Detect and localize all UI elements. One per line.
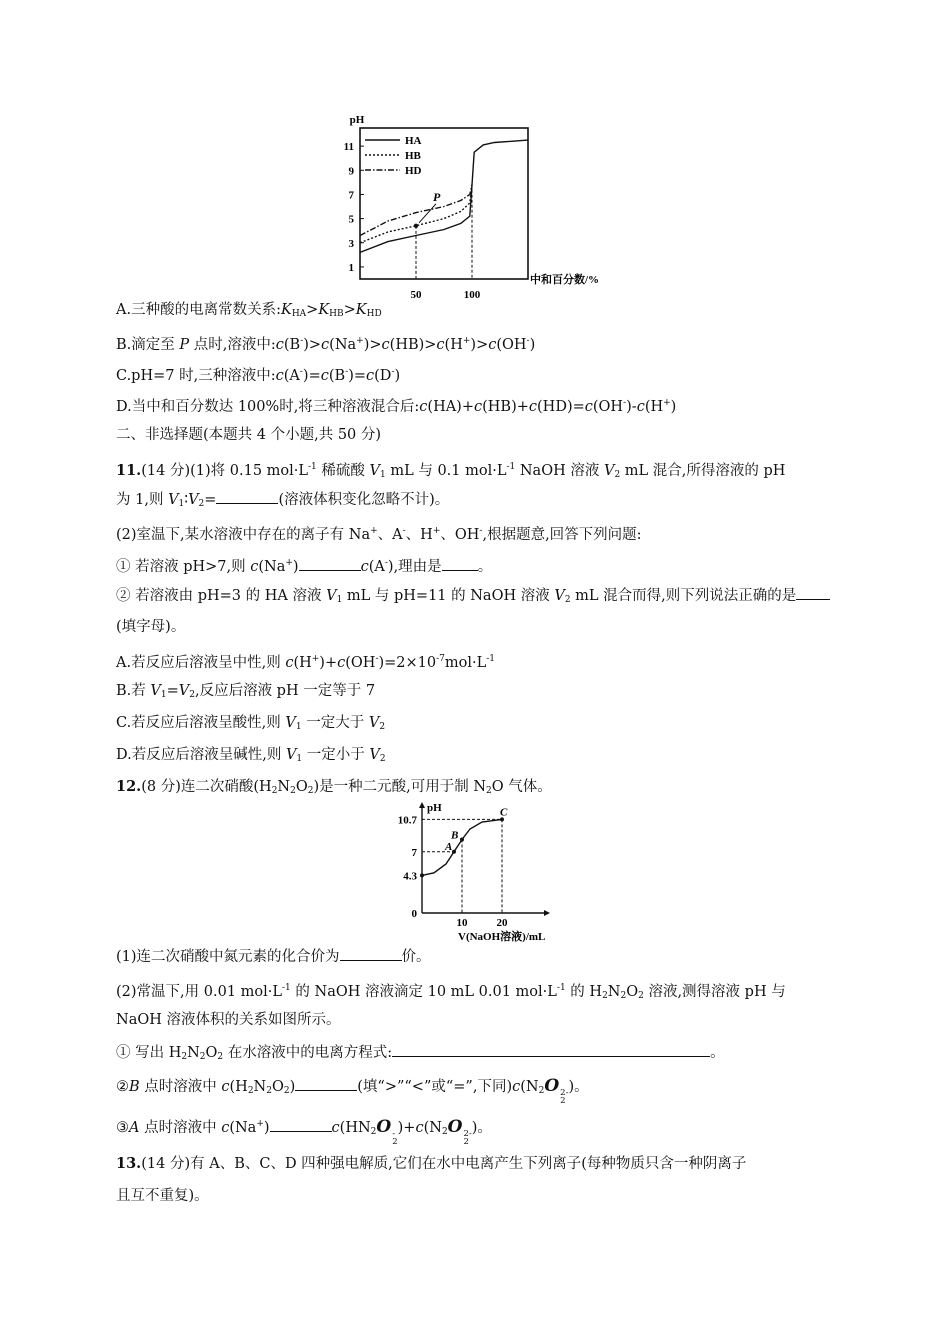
x-tick-label: 20: [496, 917, 508, 929]
q11-sub-2: ② 若溶液由 pH=3 的 HA 溶液 $V_1$ mL 与 pH=11 的 NaOH 溶液 $V_2$ mL 混合而得,则下列说法正确的是: [116, 585, 830, 610]
option-1b: B.滴定至 P 点时,溶液中:c(B-)>c(Na+)>c(HB)>c(H+)>c(OH-): [116, 336, 536, 353]
x-tick-label: 100: [463, 289, 481, 301]
q12-sub-1: ① 写出 $H_2N_2O_2$ 在水溶液中的电离方程式: 。: [116, 1042, 725, 1067]
q11-line-1: 11.(14 分)(1)将 0.15 $mol\cdot L^{-1}$ 稀硫酸 $V_1$ mL 与 0.1 $mol\cdot L^{-1}$ NaOH 溶液 $V_2$ mL 混合,所得溶液的 pH: [116, 462, 786, 480]
y-axis-arrow: [419, 802, 425, 808]
option-1c: C.pH=7 时,三种溶液中:c(A-)=c(B-)=c(D-): [116, 367, 401, 384]
q12-part-1: (1)连二次硝酸中氮元素的化合价为 价。: [116, 946, 431, 967]
y-tick-label: 7: [348, 189, 354, 202]
y-tick-label: 4.3: [403, 870, 417, 883]
y-tick-label: 7: [411, 846, 417, 859]
q11-option-b: B.若 $V_1=V_2$,反应后溶液 pH 一定等于 7: [116, 683, 376, 700]
point-p-arrow: [419, 204, 436, 223]
legend-label-ha: HA: [405, 135, 422, 147]
answer-blank[interactable]: [796, 585, 830, 600]
start-point-marker: [420, 873, 424, 877]
point-a-label: A: [445, 840, 453, 853]
y-tick-label: 5: [348, 213, 354, 226]
q11-option-c: C.若反应后溶液呈酸性,则 $V_1$ 一定大于 $V_2$: [116, 715, 386, 732]
q12-stem: 12.(8 分)连二次硝酸$(H_2N_2O_2)$是一种二元酸,可用于制 $N_2O$ 气体。: [116, 778, 552, 796]
y-tick-label: 1: [348, 261, 354, 274]
q12-part-2-cont: NaOH 溶液体积的关系如图所示。: [116, 1012, 341, 1028]
point-p-label: P: [433, 189, 441, 204]
y-tick-label: 10.7: [397, 814, 417, 827]
q12-sub-2: ②B 点时溶液中 $c(H_2N_2O_2)$ (填“>”“<”或“=”,下同)$c(N_2O$ 2- 2 )。: [116, 1076, 589, 1106]
q12-part-2: (2)常温下,用 0.01 $mol\cdot L^{-1}$ 的 NaOH 溶液滴定 10 mL 0.01 $mol\cdot L^{-1}$ 的 $H_2N_2O_2$ 溶液,测得溶液 pH 与: [116, 983, 786, 1001]
point-b-marker: [460, 838, 464, 842]
point-p-marker: [414, 224, 418, 228]
section-heading: 二、非选择题(本题共 4 个小题,共 50 分): [116, 427, 382, 443]
q11-part-2: (2)室温下,某水溶液中存在的离子有 Na+、A-、H+、OH-,根据题意,回答下列问题:: [116, 526, 642, 543]
y-tick-label: 3: [348, 237, 354, 250]
option-1a: A.三种酸的电离常数关系$:K_{HA}>K_{HB}>K_{HD}$: [116, 302, 382, 319]
series-ha-curve: [360, 140, 528, 252]
answer-blank[interactable]: [270, 1117, 332, 1132]
answer-blank[interactable]: [442, 556, 478, 571]
q13-line-2: 且互不重复)。: [116, 1188, 209, 1204]
point-b-label: B: [451, 829, 459, 842]
x-tick-label: 50: [410, 289, 422, 301]
x-axis-arrow: [544, 910, 550, 916]
answer-blank[interactable]: [340, 946, 402, 961]
x-tick-label: 10: [456, 917, 468, 929]
answer-blank[interactable]: [295, 1076, 357, 1091]
point-c-label: C: [500, 806, 508, 819]
q11-option-d: D.若反应后溶液呈碱性,则 $V_1$ 一定小于 $V_2$: [116, 747, 386, 764]
option-1d: D.当中和百分数达 100%时,将三种溶液混合后:c(HA)+c(HB)+c(HD)=c(OH-)-c(H+): [116, 398, 677, 415]
series-hb-curve: [360, 185, 472, 243]
q11-sub-1: ① 若溶液 pH>7,则 c(Na+) c(A-),理由是 。: [116, 558, 493, 575]
y-tick-label: 11: [343, 141, 354, 154]
answer-blank[interactable]: [299, 556, 361, 571]
answer-blank[interactable]: [216, 489, 278, 504]
point-a-marker: [452, 850, 456, 854]
answer-blank[interactable]: [392, 1042, 710, 1057]
q11-option-a: A.若反应后溶液呈中性,则 $c(H^+)+c(OH^-)=2\times 10^{-7}mol\cdot L^{-1}$: [116, 654, 496, 671]
q11-line-2: 为 1,则 $V_1∶V_2=$ (溶液体积变化忽略不计)。: [116, 489, 449, 514]
x-axis-label: 中和百分数/%: [530, 274, 600, 286]
y-tick-label: 9: [348, 165, 354, 178]
y-tick-label: 0: [411, 908, 417, 920]
x-axis-label: V(NaOH溶液)/mL: [458, 931, 546, 943]
y-axis-label: pH: [349, 114, 365, 126]
q13-line-1: 13.(14 分)有 A、B、C、D 四种强电解质,它们在水中电离产生下列离子(每种物质只含一种阴离子: [116, 1155, 747, 1172]
y-axis-label: pH: [427, 802, 442, 814]
q11-sub-2-cont: (填字母)。: [116, 619, 186, 635]
legend-label-hd: HD: [405, 165, 422, 177]
titration-chart-1: [330, 104, 630, 304]
legend-label-hb: HB: [405, 150, 421, 162]
q12-sub-3: ③A 点时溶液中 c(Na+) $c(HN_2O$ - 2 )$+c(N_2O$ 2- 2 )。: [116, 1117, 492, 1147]
titration-chart-2: [380, 798, 570, 948]
plot-frame: [360, 128, 528, 279]
